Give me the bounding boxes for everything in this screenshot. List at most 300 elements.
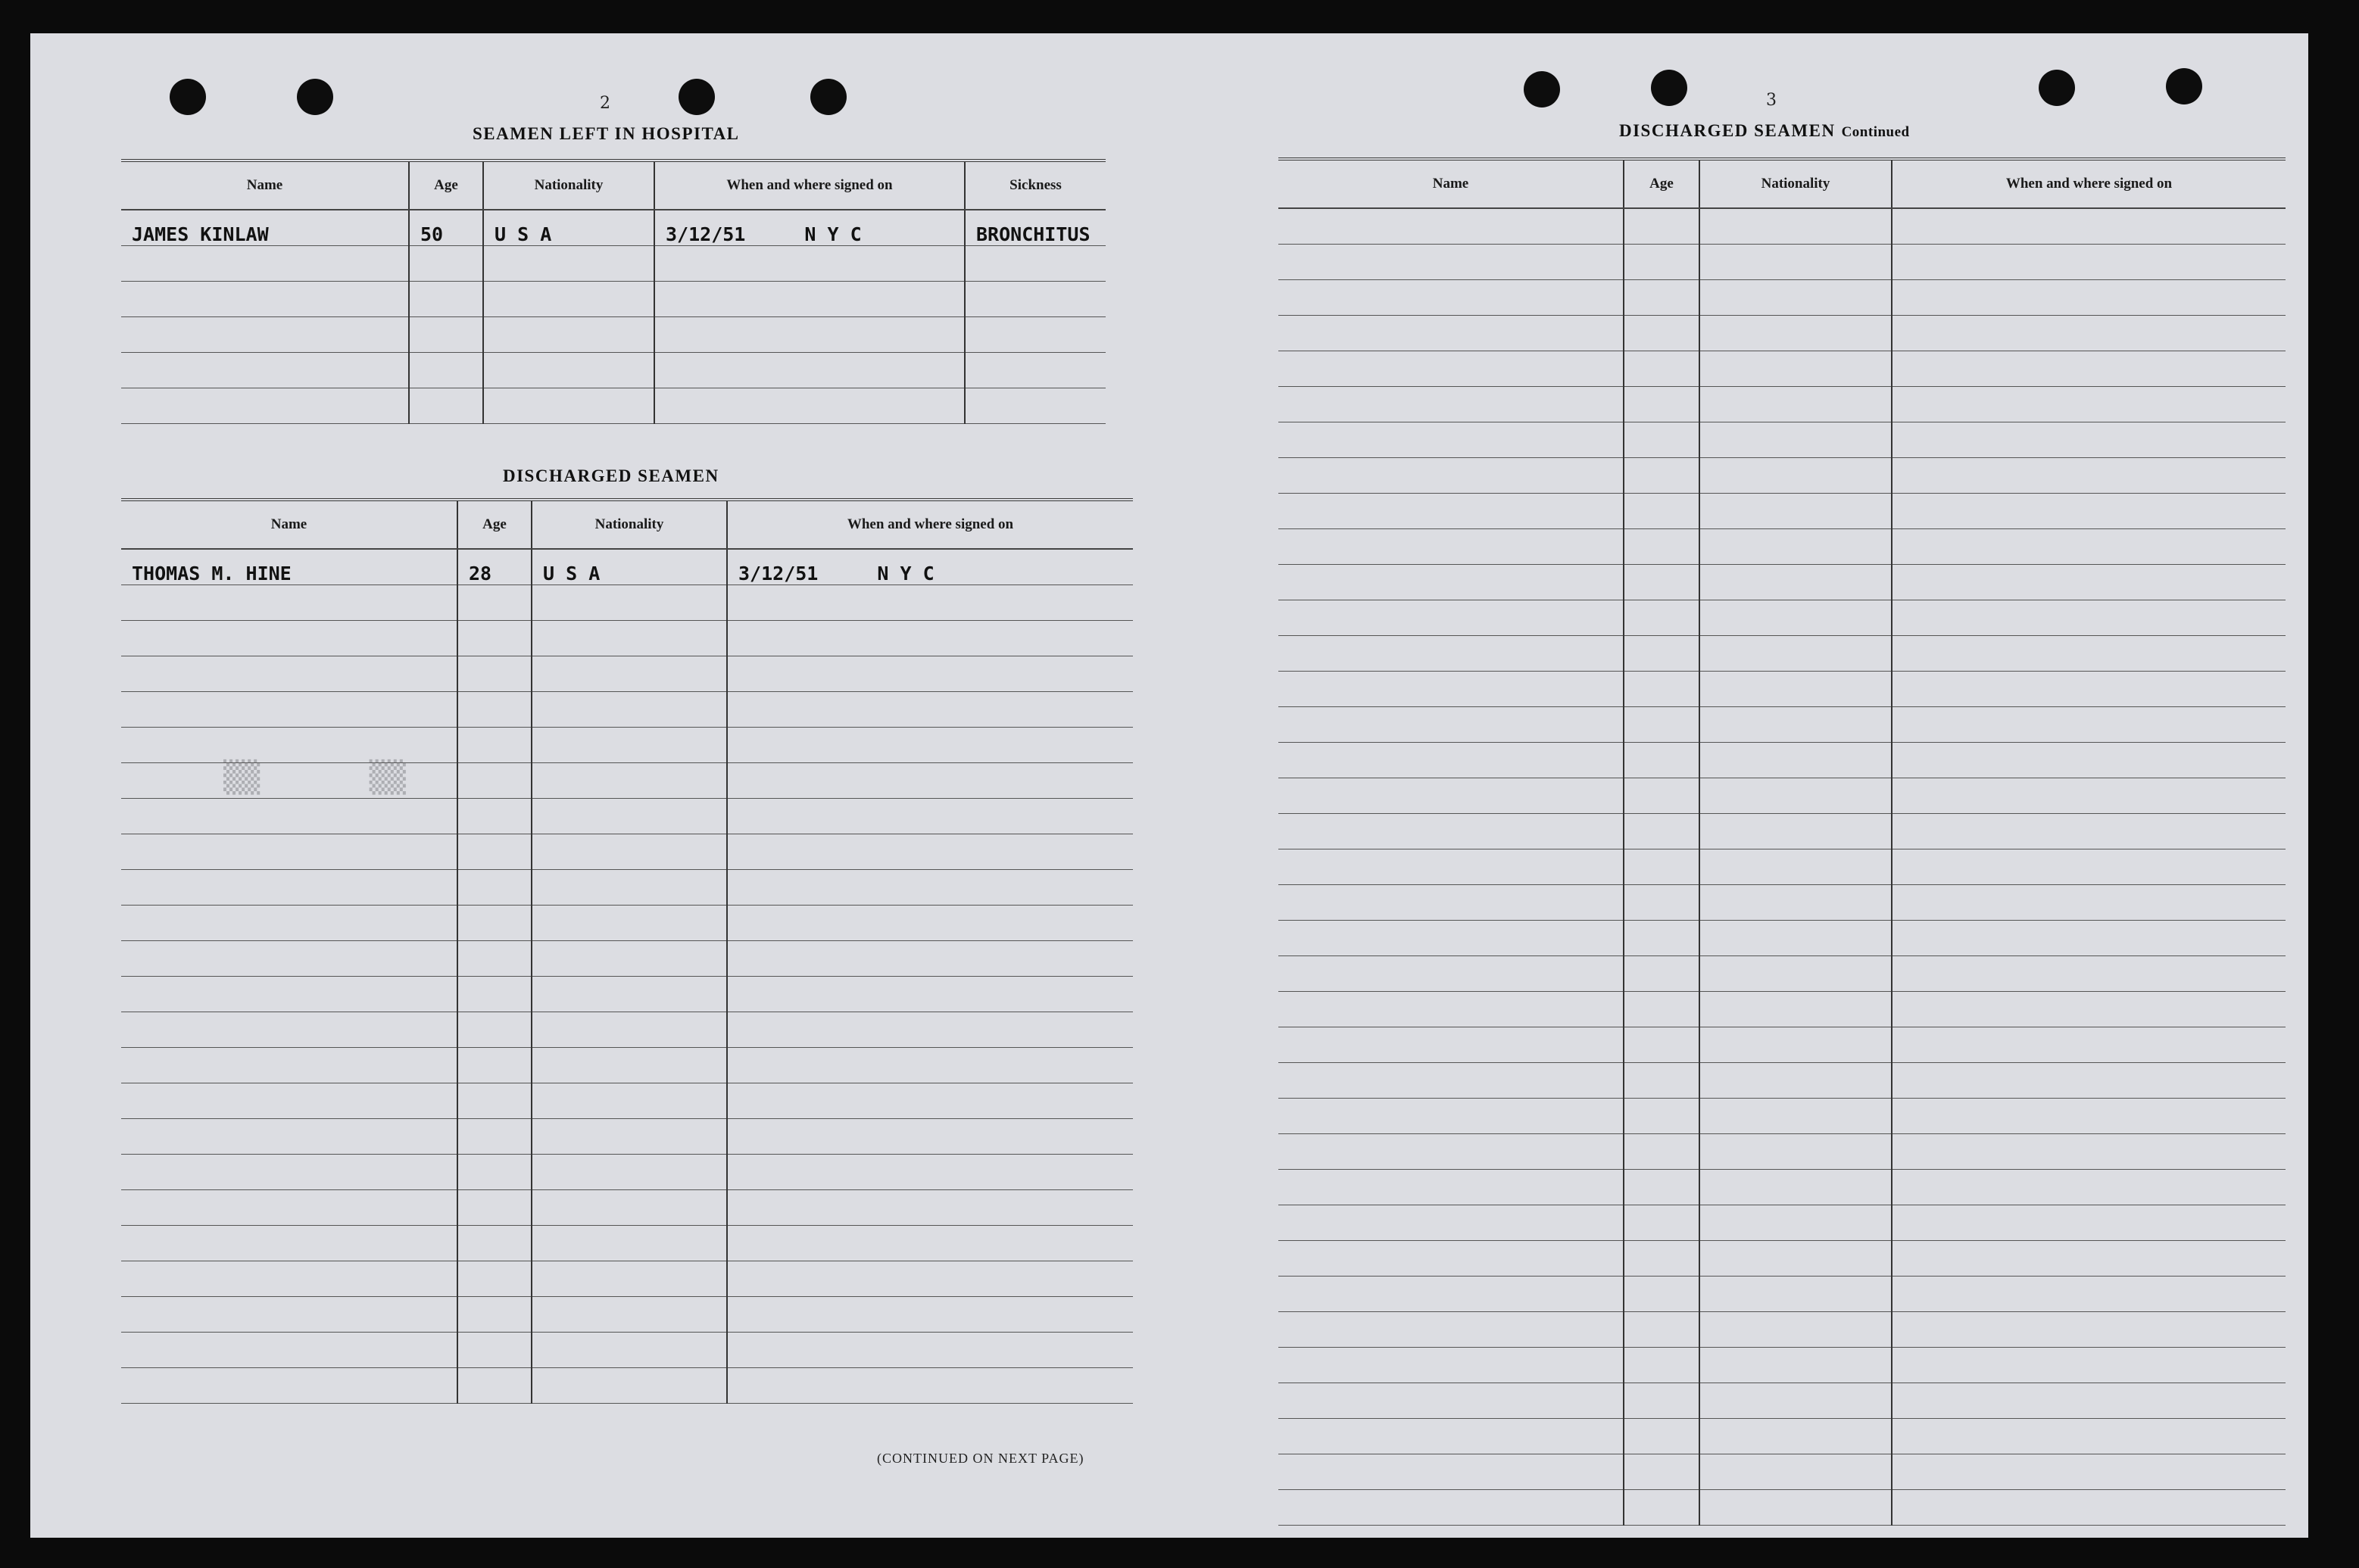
cell-name: [1278, 1490, 1624, 1526]
cell-age: [1624, 458, 1699, 494]
cell-age: [409, 282, 483, 317]
table-row: [1278, 636, 2286, 672]
cell-signed-on: [1892, 208, 2286, 245]
column-header-sickness: Sickness: [965, 161, 1106, 210]
table-row: [1278, 529, 2286, 565]
cell-nationality: [1699, 1027, 1892, 1063]
cell-age: [457, 1297, 532, 1333]
cell-signed-on: [1892, 1383, 2286, 1419]
cell-name: [121, 353, 409, 388]
cell-nationality: [532, 1226, 727, 1261]
cell-signed-on: [1892, 849, 2286, 885]
cell-age: [1624, 565, 1699, 600]
cell-nationality: [1699, 1348, 1892, 1383]
cell-nationality: [1699, 849, 1892, 885]
column-header-signed-on: When and where signed on: [727, 500, 1133, 549]
cell-signed-on: [727, 1083, 1133, 1119]
cell-name: [1278, 1277, 1624, 1312]
cell-signed-on: [727, 1190, 1133, 1226]
cell-nationality: [532, 1119, 727, 1155]
cell-age: [1624, 600, 1699, 636]
discharged-table: [121, 498, 1133, 1404]
cell-age: [457, 906, 532, 941]
table-row: [121, 728, 1133, 763]
column-header-name: Name: [1278, 159, 1624, 208]
cell-age: [1624, 1419, 1699, 1454]
cell-signed-on: [1892, 280, 2286, 316]
cell-value: N Y C: [804, 223, 862, 245]
cell-nationality: [1699, 245, 1892, 280]
table-row: [121, 1119, 1133, 1155]
cell-nationality: [532, 621, 727, 656]
cell-signed-on: [1892, 1134, 2286, 1170]
cell-nationality: [532, 870, 727, 906]
table-row: [1278, 458, 2286, 494]
table-row: [121, 1083, 1133, 1119]
cell-name: [1278, 565, 1624, 600]
cell-nationality: [1699, 707, 1892, 743]
cell-age: [1624, 387, 1699, 422]
cell-name: [1278, 1099, 1624, 1134]
cell-nationality: [1699, 1170, 1892, 1205]
cell-age: [457, 763, 532, 799]
cell-nationality: [483, 210, 654, 246]
cell-nationality: [532, 728, 727, 763]
table-row: [121, 906, 1133, 941]
column-header-nationality: Nationality: [483, 161, 654, 210]
table-row: [1278, 351, 2286, 387]
cell-nationality: [1699, 956, 1892, 992]
cell-age: [457, 1190, 532, 1226]
cell-nationality: [1699, 529, 1892, 565]
table-row: [121, 282, 1106, 317]
cell-signed-on: [727, 977, 1133, 1012]
hospital-table: [121, 159, 1106, 424]
cell-name: [1278, 1170, 1624, 1205]
table-header-row: [121, 161, 1106, 210]
cell-age: [457, 1368, 532, 1404]
table-row: [121, 585, 1133, 621]
cell-nationality: [1699, 208, 1892, 245]
table-row: [121, 977, 1133, 1012]
cell-signed-on: [727, 1297, 1133, 1333]
cell-nationality: [1699, 1063, 1892, 1099]
cell-age: [1624, 422, 1699, 458]
cell-name: [1278, 351, 1624, 387]
cell-name: [1278, 956, 1624, 992]
table-row: [1278, 600, 2286, 636]
cell-age: [457, 1083, 532, 1119]
cell-nationality: [1699, 280, 1892, 316]
table-row: [121, 1368, 1133, 1404]
punch-hole-icon: [679, 79, 715, 115]
table-row: [1278, 1419, 2286, 1454]
cell-signed-on: [1892, 707, 2286, 743]
page-number: 3: [1766, 91, 1777, 110]
cell-name: [1278, 849, 1624, 885]
column-header-name: Name: [121, 161, 409, 210]
cell-name: [1278, 1419, 1624, 1454]
cell-value: 50: [420, 223, 444, 245]
cell-age: [1624, 849, 1699, 885]
table-row: [1278, 1241, 2286, 1277]
cell-signed-on: [727, 1226, 1133, 1261]
cell-signed-on: [727, 728, 1133, 763]
cell-nationality: [483, 353, 654, 388]
table-row: [121, 656, 1133, 692]
cell-name: [121, 1226, 457, 1261]
cell-age: [1624, 778, 1699, 814]
cell-value: U S A: [543, 563, 601, 584]
table-row: [121, 799, 1133, 834]
cell-nationality: [483, 388, 654, 424]
cell-age: [1624, 956, 1699, 992]
cell-signed-on: [727, 834, 1133, 870]
cell-name: [121, 246, 409, 282]
cell-name: [1278, 600, 1624, 636]
column-header-signed-on: When and where signed on: [654, 161, 965, 210]
cell-signed-on: [727, 1261, 1133, 1297]
table-row: [1278, 1063, 2286, 1099]
cell-value: BRONCHITUS: [976, 223, 1091, 245]
cell-age: [1624, 1490, 1699, 1526]
cell-signed-on: [1892, 1490, 2286, 1526]
cell-nationality: [532, 799, 727, 834]
cell-sickness: [965, 282, 1106, 317]
cell-name: [1278, 885, 1624, 921]
cell-nationality: [532, 1368, 727, 1404]
cell-nationality: [1699, 458, 1892, 494]
cell-nationality: [532, 1297, 727, 1333]
table-row: [1278, 280, 2286, 316]
cell-name: [121, 763, 457, 799]
cell-age: [1624, 494, 1699, 529]
cell-name: [121, 834, 457, 870]
cell-name: [121, 585, 457, 621]
cell-name: [1278, 529, 1624, 565]
cell-name: [1278, 1205, 1624, 1241]
cell-signed-on: [727, 1333, 1133, 1368]
table-row: [121, 210, 1106, 246]
cell-signed-on: [727, 1368, 1133, 1404]
cell-signed-on: [727, 549, 1133, 585]
cell-sickness: [965, 210, 1106, 246]
table-row: [1278, 1490, 2286, 1526]
cell-name: [1278, 992, 1624, 1027]
cell-signed-on: [1892, 743, 2286, 778]
cell-age: [457, 728, 532, 763]
cell-age: [1624, 921, 1699, 956]
cell-signed-on: [1892, 565, 2286, 600]
punch-hole-icon: [2039, 70, 2075, 106]
cell-name: [121, 656, 457, 692]
cell-name: [1278, 1063, 1624, 1099]
cell-name: [121, 799, 457, 834]
table-row: [1278, 1170, 2286, 1205]
table-row: [121, 763, 1133, 799]
cell-nationality: [532, 1083, 727, 1119]
cell-nationality: [532, 906, 727, 941]
table-row: [1278, 1027, 2286, 1063]
cell-name: [1278, 422, 1624, 458]
cell-nationality: [1699, 921, 1892, 956]
cell-signed-on: [654, 210, 965, 246]
cell-age: [1624, 1170, 1699, 1205]
punch-hole-icon: [297, 79, 333, 115]
cell-name: [1278, 1348, 1624, 1383]
cell-age: [409, 210, 483, 246]
cell-age: [1624, 707, 1699, 743]
cell-signed-on: [654, 246, 965, 282]
cell-nationality: [1699, 814, 1892, 849]
punch-hole-icon: [1524, 71, 1560, 108]
cell-value: JAMES KINLAW: [132, 223, 269, 245]
cell-signed-on: [654, 317, 965, 353]
column-header-age: Age: [1624, 159, 1699, 208]
cell-name: [1278, 1383, 1624, 1419]
table-row: [121, 1048, 1133, 1083]
cell-name: [1278, 636, 1624, 672]
table-row: [1278, 956, 2286, 992]
cell-age: [1624, 814, 1699, 849]
cell-age: [457, 1048, 532, 1083]
cell-signed-on: [1892, 245, 2286, 280]
cell-signed-on: [1892, 1170, 2286, 1205]
cell-age: [1624, 1241, 1699, 1277]
cell-nationality: [532, 941, 727, 977]
cell-nationality: [1699, 1383, 1892, 1419]
cell-name: [1278, 778, 1624, 814]
cell-signed-on: [1892, 1419, 2286, 1454]
table-row: [1278, 1205, 2286, 1241]
cell-name: [121, 1083, 457, 1119]
cell-value: 3/12/51: [738, 563, 819, 584]
column-header-nationality: Nationality: [532, 500, 727, 549]
cell-nationality: [1699, 1490, 1892, 1526]
cell-age: [1624, 743, 1699, 778]
cell-name: [121, 317, 409, 353]
cell-signed-on: [727, 870, 1133, 906]
cell-name: [1278, 280, 1624, 316]
cell-age: [457, 977, 532, 1012]
cell-signed-on: [1892, 956, 2286, 992]
cell-nationality: [1699, 1419, 1892, 1454]
table-row: [1278, 494, 2286, 529]
cell-age: [457, 1261, 532, 1297]
hospital-section-title: SEAMEN LEFT IN HOSPITAL: [473, 124, 740, 143]
cell-signed-on: [727, 1012, 1133, 1048]
table-row: [121, 246, 1106, 282]
discharged-continued-table: [1278, 157, 2286, 1526]
cell-nationality: [532, 834, 727, 870]
cell-name: [1278, 1027, 1624, 1063]
table-row: [1278, 387, 2286, 422]
table-row: [121, 1261, 1133, 1297]
table-row: [121, 692, 1133, 728]
cell-age: [1624, 529, 1699, 565]
cell-nationality: [1699, 1312, 1892, 1348]
table-row: [121, 1226, 1133, 1261]
cell-signed-on: [1892, 1312, 2286, 1348]
cell-age: [1624, 280, 1699, 316]
punch-hole-icon: [170, 79, 206, 115]
cell-signed-on: [727, 1119, 1133, 1155]
cell-signed-on: [1892, 885, 2286, 921]
cell-signed-on: [1892, 672, 2286, 707]
table-row: [1278, 1099, 2286, 1134]
table-row: [1278, 245, 2286, 280]
cell-signed-on: [727, 621, 1133, 656]
cell-signed-on: [1892, 422, 2286, 458]
cell-signed-on: [1892, 494, 2286, 529]
cell-value: U S A: [495, 223, 552, 245]
cell-value: 3/12/51: [666, 223, 746, 245]
table-header-row: [1278, 159, 2286, 208]
discharged-section-title: DISCHARGED SEAMEN: [503, 466, 719, 485]
cell-signed-on: [1892, 636, 2286, 672]
cell-nationality: [1699, 1454, 1892, 1490]
cell-nationality: [1699, 992, 1892, 1027]
table-row: [1278, 672, 2286, 707]
cell-signed-on: [1892, 458, 2286, 494]
cell-age: [1624, 672, 1699, 707]
cell-name: [1278, 921, 1624, 956]
cell-signed-on: [727, 1048, 1133, 1083]
cell-nationality: [1699, 636, 1892, 672]
column-header-age: Age: [409, 161, 483, 210]
column-header-name: Name: [121, 500, 457, 549]
cell-age: [457, 656, 532, 692]
cell-sickness: [965, 388, 1106, 424]
cell-nationality: [532, 763, 727, 799]
table-row: [1278, 208, 2286, 245]
cell-age: [1624, 1027, 1699, 1063]
cell-age: [457, 1012, 532, 1048]
cell-nationality: [532, 1190, 727, 1226]
cell-signed-on: [727, 656, 1133, 692]
cell-age: [457, 1119, 532, 1155]
continued-note: (CONTINUED ON NEXT PAGE): [877, 1451, 1084, 1466]
cell-age: [1624, 1099, 1699, 1134]
page-number: 2: [600, 94, 610, 113]
cell-age: [1624, 1134, 1699, 1170]
cell-age: [1624, 351, 1699, 387]
cell-age: [1624, 1454, 1699, 1490]
cell-sickness: [965, 353, 1106, 388]
cell-name: [121, 1261, 457, 1297]
cell-value: 28: [469, 563, 492, 584]
cell-name: [121, 1012, 457, 1048]
cell-name: [1278, 1454, 1624, 1490]
table-row: [1278, 885, 2286, 921]
table-row: [1278, 1312, 2286, 1348]
table-row: [1278, 1383, 2286, 1419]
cell-name: [121, 1119, 457, 1155]
cell-signed-on: [1892, 316, 2286, 351]
cell-nationality: [532, 585, 727, 621]
cell-name: [1278, 458, 1624, 494]
table-row: [121, 621, 1133, 656]
cell-name: [1278, 1134, 1624, 1170]
cell-signed-on: [654, 353, 965, 388]
cell-age: [409, 388, 483, 424]
cell-name: [121, 870, 457, 906]
cell-age: [409, 317, 483, 353]
cell-age: [457, 585, 532, 621]
table-row: [1278, 565, 2286, 600]
cell-name: [1278, 1241, 1624, 1277]
cell-nationality: [1699, 1277, 1892, 1312]
cell-age: [457, 692, 532, 728]
cell-nationality: [1699, 351, 1892, 387]
cell-nationality: [532, 692, 727, 728]
cell-nationality: [1699, 494, 1892, 529]
cell-signed-on: [727, 906, 1133, 941]
cell-age: [1624, 1383, 1699, 1419]
discharged-continued-title: [1619, 121, 1910, 141]
table-row: [121, 870, 1133, 906]
cell-signed-on: [727, 585, 1133, 621]
cell-nationality: [483, 282, 654, 317]
cell-age: [409, 353, 483, 388]
cell-value: N Y C: [877, 563, 935, 584]
cell-name: [121, 621, 457, 656]
column-header-signed-on: When and where signed on: [1892, 159, 2286, 208]
cell-signed-on: [1892, 1277, 2286, 1312]
cell-age: [1624, 245, 1699, 280]
cell-age: [1624, 992, 1699, 1027]
cell-nationality: [1699, 743, 1892, 778]
cell-nationality: [483, 246, 654, 282]
table-header-row: [121, 500, 1133, 549]
cell-value: THOMAS M. HINE: [132, 563, 292, 584]
cell-nationality: [1699, 565, 1892, 600]
cell-signed-on: [1892, 600, 2286, 636]
cell-age: [457, 799, 532, 834]
cell-age: [1624, 208, 1699, 245]
cell-signed-on: [1892, 814, 2286, 849]
cell-age: [1624, 885, 1699, 921]
cell-name: [1278, 208, 1624, 245]
table-row: [1278, 992, 2286, 1027]
cell-nationality: [1699, 672, 1892, 707]
cell-name: [1278, 1312, 1624, 1348]
cell-name: [1278, 743, 1624, 778]
table-row: [1278, 316, 2286, 351]
cell-name: [121, 388, 409, 424]
cell-age: [1624, 316, 1699, 351]
cell-signed-on: [1892, 1205, 2286, 1241]
cell-signed-on: [727, 799, 1133, 834]
cell-nationality: [1699, 387, 1892, 422]
document-sheet: [30, 33, 2308, 1538]
cell-signed-on: [1892, 351, 2286, 387]
cell-name: [1278, 387, 1624, 422]
cell-age: [457, 549, 532, 585]
cell-nationality: [532, 1012, 727, 1048]
table-row: [121, 1155, 1133, 1190]
cell-sickness: [965, 246, 1106, 282]
cell-signed-on: [1892, 1027, 2286, 1063]
table-row: [121, 317, 1106, 353]
cell-age: [409, 246, 483, 282]
cell-signed-on: [654, 388, 965, 424]
cell-nationality: [1699, 422, 1892, 458]
cell-name: [121, 210, 409, 246]
cell-name: [121, 549, 457, 585]
table-row: [1278, 1454, 2286, 1490]
cell-nationality: [532, 977, 727, 1012]
